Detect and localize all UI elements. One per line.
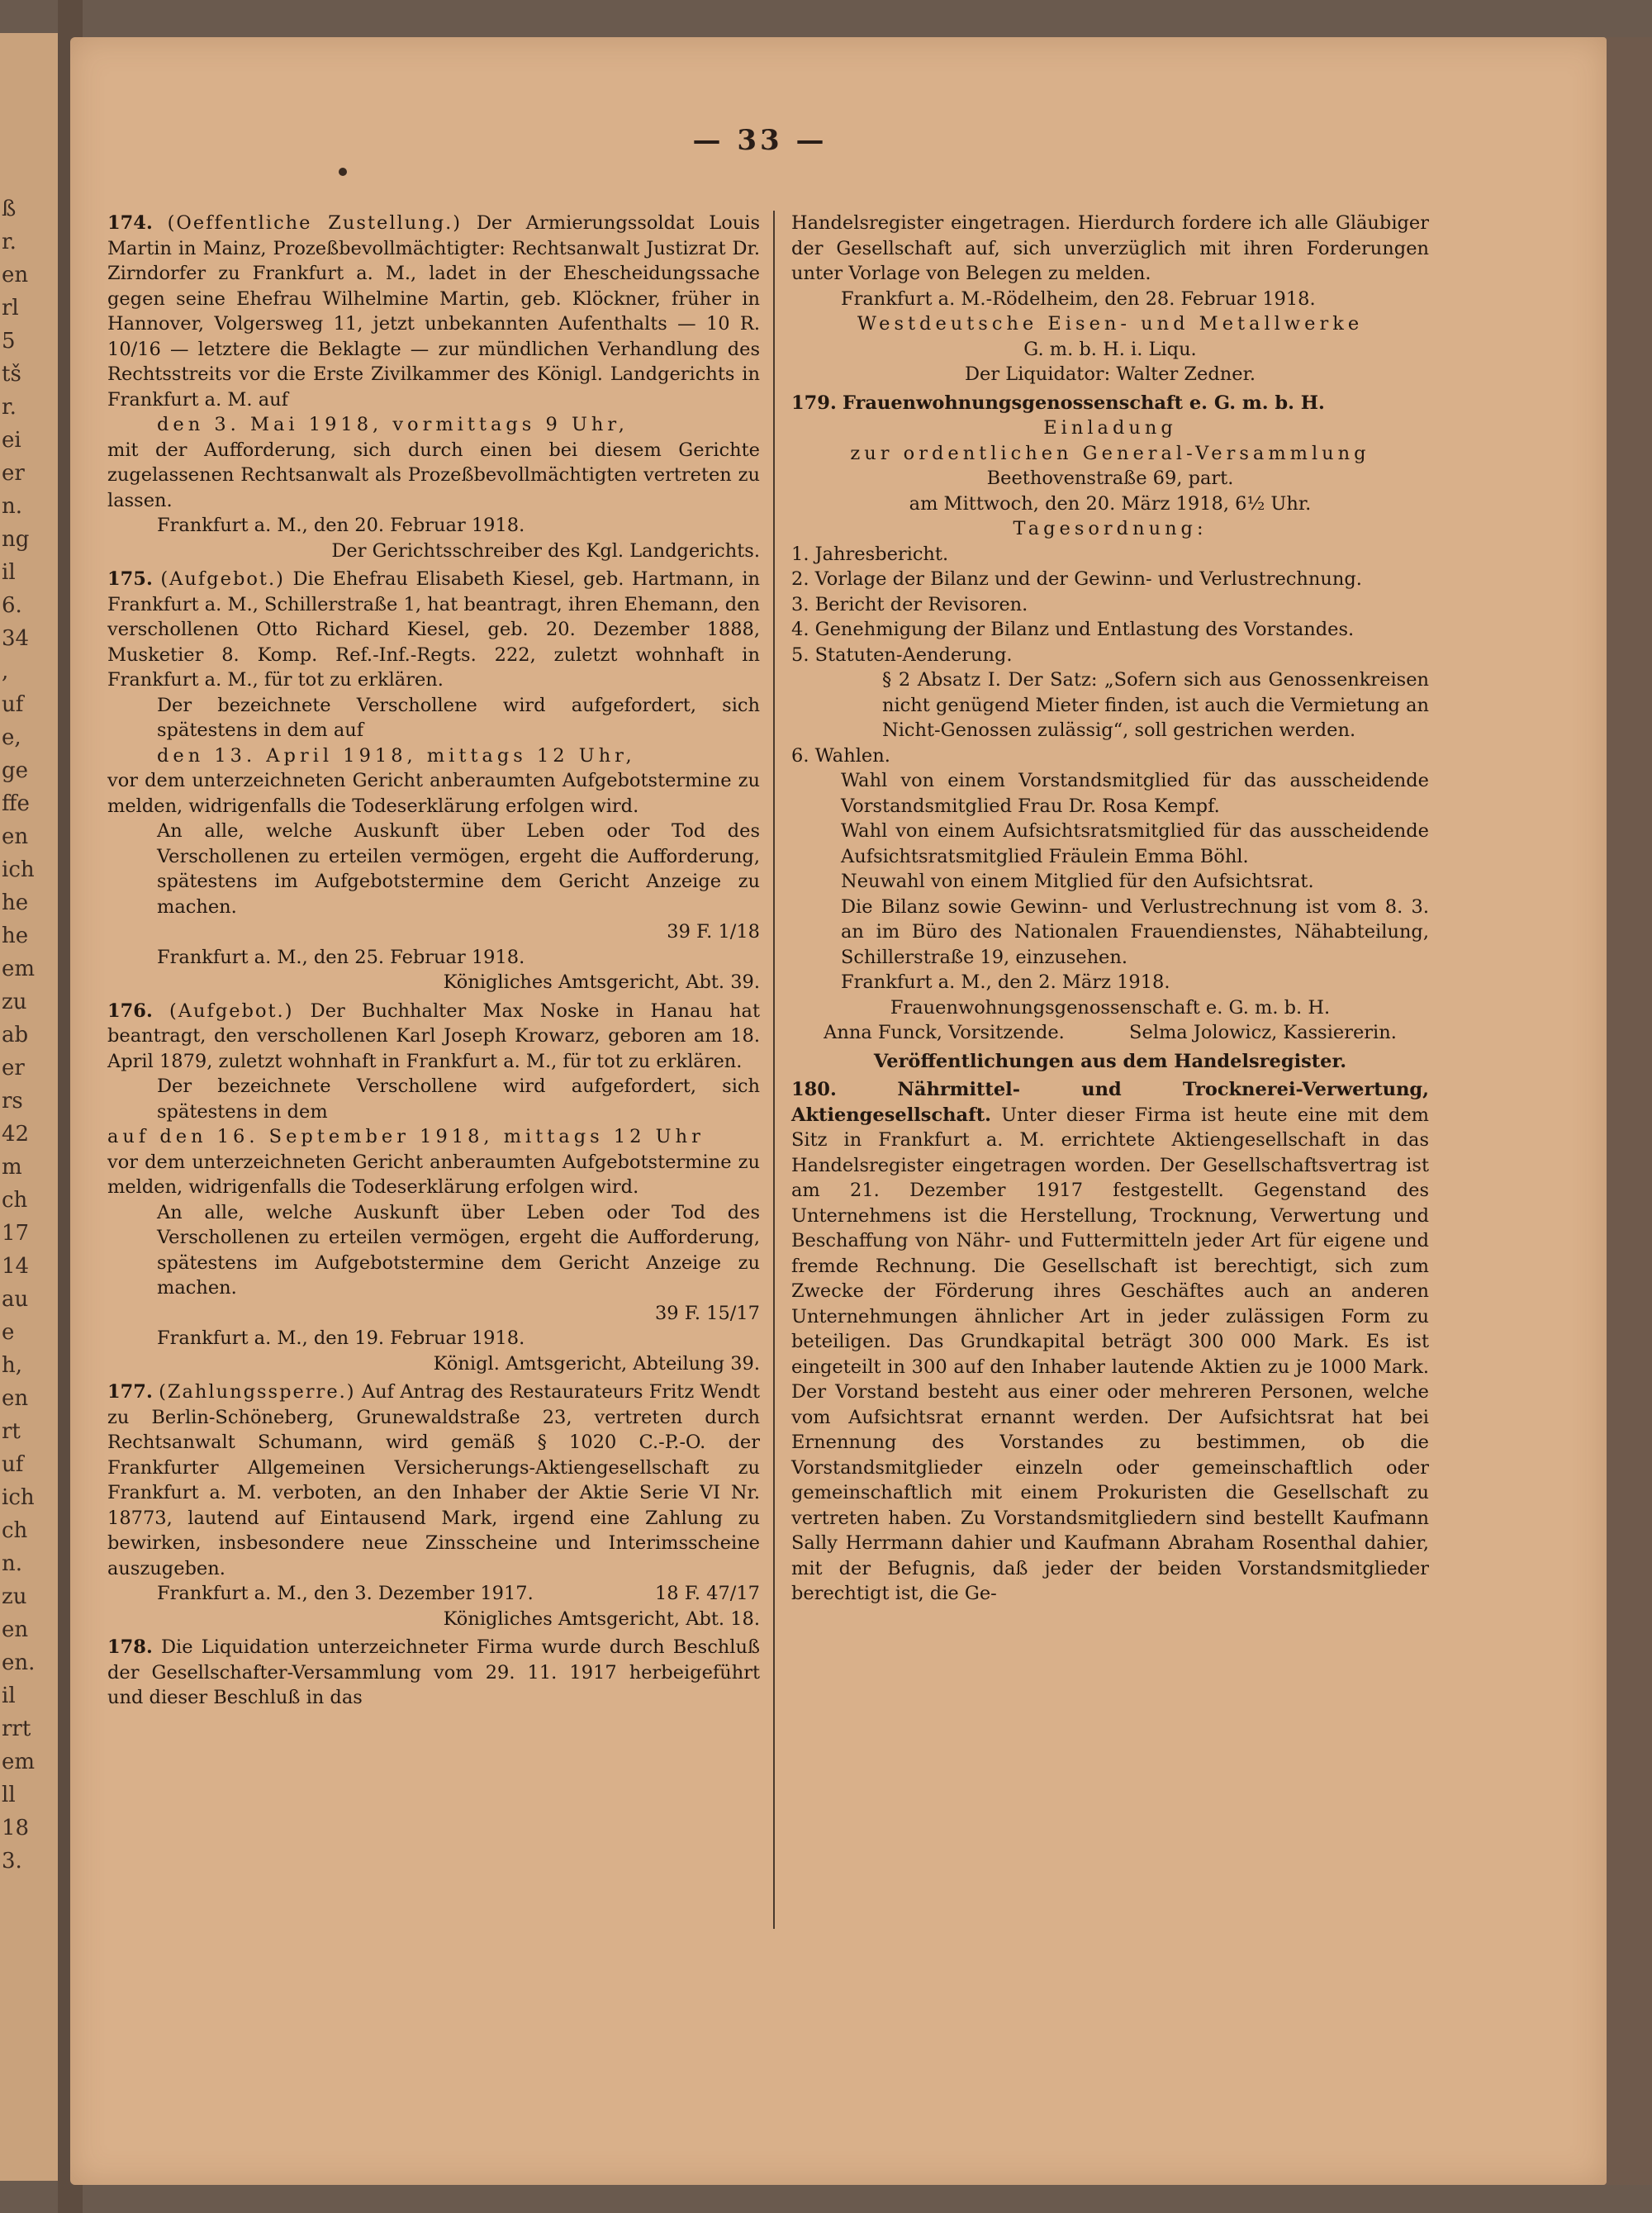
election-item: Wahl von einem Aufsichtsratsmitglied für das ausscheidende Aufsichtsratsmitglied Fräulein Emma Böhl. — [841, 820, 1429, 867]
left-page-fragment: uf — [2, 692, 24, 717]
left-page-fragment: ll — [2, 1783, 16, 1807]
agenda-title: Tagesordnung: — [1013, 518, 1208, 539]
entry-number: 179. — [791, 392, 837, 414]
agenda-item: 5. Statuten-Aenderung. — [791, 643, 1013, 666]
left-page-fragment: 34 — [2, 626, 30, 651]
entry-heading: (Aufgebot.) — [169, 1000, 294, 1022]
left-page-fragment: , — [2, 659, 9, 684]
entry-179 — [791, 391, 1429, 1046]
entry-place-date: Frankfurt a. M., den 2. März 1918. — [841, 971, 1170, 993]
entry-text: vor dem unterzeichneten Gericht anberaumten Aufgebotstermine zu melden, widrigenfalls die Todeserklärung erfolgen wird. — [107, 1151, 760, 1198]
left-page-fragment: il — [2, 1683, 16, 1708]
left-page-fragment: rt — [2, 1419, 21, 1444]
left-page-fragment: r. — [2, 395, 17, 420]
agenda-item: 2. Vorlage der Bilanz und der Gewinn- und Verlustrechnung. — [791, 568, 1362, 590]
entry-text: Die Liquidation unterzeichneter Firma wurde durch Beschluß der Gesellschafter-Versammlung vom 29. 11. 1917 herbeigeführt und dieser Beschluß in das — [107, 1636, 760, 1708]
left-page-fragment: 18 — [2, 1816, 30, 1840]
left-page-fragment: ß — [2, 197, 17, 221]
left-page-fragment: e, — [2, 725, 21, 750]
agenda-paragraph: § 2 Absatz I. Der Satz: „Sofern sich aus Genossenkreisen nicht genügend Mieter finden, ist auch die Vermietung an Nicht-Genossen zulässig“, soll gestrichen werden. — [882, 669, 1430, 741]
agenda-item: 6. Wahlen. — [791, 744, 890, 767]
print-dot — [339, 168, 347, 176]
entry-text: vor dem unterzeichneten Gericht anberaumten Aufgebotstermine zu melden, widrigenfalls die Todeserklärung erfolgen wird. — [107, 770, 760, 817]
company-name: Westdeutsche Eisen- und Metallwerke — [857, 313, 1364, 335]
left-page-fragment: n. — [2, 494, 23, 519]
left-page-fragment: en — [2, 824, 29, 849]
entry-text: Die Bilanz sowie Gewinn- und Verlustrechnung ist vom 8. 3. an im Büro des Nationalen Frauendienstes, Nähabteilung, Schillerstraße 19, einzusehen. — [841, 895, 1429, 968]
meeting-time: am Mittwoch, den 20. März 1918, 6½ Uhr. — [909, 492, 1312, 515]
entry-text: Der Armierungssoldat Louis Martin in Mainz, Prozeßbevollmächtigter: Rechtsanwalt Justizrat Dr. Zirndorfer zu Frankfurt a. M., ladet in der Ehescheidungssache gegen seine Ehefrau Wilhelmine Martin, geb. Klöckner, früher in Hannover, Volgersweg 11, jetzt unbekannten Aufenthalts — 10 R. 10/16 — letztere die Beklagte — zur mündlichen Verhandlung des Rechtsstreits vor die Erste Zivilkammer des Königl. Landgerichts in Frankfurt a. M. auf — [107, 212, 761, 411]
page-number: — 33 — — [692, 124, 828, 157]
entry-place-date: Frankfurt a. M., den 20. Februar 1918. — [157, 515, 525, 536]
left-page-fragment: en — [2, 263, 29, 287]
entry-heading: (Aufgebot.) — [160, 568, 285, 590]
left-page-fragment: er — [2, 1056, 25, 1080]
left-page-fragment: h, — [2, 1353, 23, 1378]
entry-number: 176. — [107, 1000, 153, 1022]
entry-reference: 39 F. 15/17 — [654, 1302, 760, 1324]
entry-signature: Der Gerichtsschreiber des Kgl. Landgerichts. — [331, 539, 760, 562]
left-page-fragment: tš — [2, 362, 21, 387]
entry-signature: Königl. Amtsgericht, Abteilung 39. — [433, 1352, 760, 1375]
left-page-fragment: m — [2, 1155, 22, 1180]
entry-number: 174. — [107, 212, 153, 234]
left-page-fragment: ab — [2, 1023, 29, 1047]
entry-reference: 39 F. 1/18 — [667, 921, 760, 943]
left-page-fragment: 14 — [2, 1254, 30, 1279]
left-page-fragment: ch — [2, 1518, 28, 1543]
left-page-fragment: ffe — [2, 791, 30, 816]
entry-reference: 18 F. 47/17 — [654, 1583, 760, 1604]
entry-176 — [107, 999, 760, 1377]
signature-treasurer: Selma Jolowicz, Kassiererin. — [1129, 1022, 1397, 1043]
entry-number: 180. — [791, 1079, 837, 1100]
left-page-edge — [0, 33, 59, 2181]
left-page-fragment: rrt — [2, 1717, 31, 1741]
left-page-fragment: il — [2, 560, 16, 585]
left-page-fragment: ch — [2, 1188, 28, 1213]
agenda-item: 1. Jahresbericht. — [791, 543, 949, 565]
signature-organization: Frauenwohnungsgenossenschaft e. G. m. b. H. — [890, 996, 1331, 1019]
entry-text: An alle, welche Auskunft über Leben oder Tod des Verschollenen zu erteilen vermögen, ergeht die Aufforderung, spätestens im Aufgebotstermine dem Gericht Anzeige zu machen. — [157, 820, 760, 918]
section-heading: Veröffentlichungen aus dem Handelsregister. — [873, 1050, 1347, 1072]
entry-date: den 13. April 1918, mittags 12 Uhr, — [157, 744, 636, 767]
book-binding — [1602, 37, 1652, 2185]
left-page-fragment: uf — [2, 1452, 24, 1477]
left-page-fragment: n. — [2, 1551, 23, 1576]
entry-signature: Königliches Amtsgericht, Abt. 18. — [443, 1608, 760, 1630]
left-page-fragment: zu — [2, 1584, 27, 1609]
left-page-fragment: e — [2, 1320, 15, 1345]
entry-place-date: Frankfurt a. M., den 3. Dezember 1917. — [157, 1583, 534, 1604]
entry-date: den 3. Mai 1918, vormittags 9 Uhr, — [157, 414, 629, 435]
invitation-subtitle: zur ordentlichen General-Versammlung — [850, 442, 1370, 464]
left-page-fragment: ich — [2, 1485, 35, 1510]
entry-number: 178. — [107, 1636, 153, 1658]
entry-text: Der bezeichnete Verschollene wird aufgefordert, sich spätestens in dem — [157, 1076, 760, 1123]
meeting-address: Beethovenstraße 69, part. — [986, 468, 1234, 489]
left-page-fragment: er — [2, 461, 25, 486]
entry-text: Die Ehefrau Elisabeth Kiesel, geb. Hartmann, in Frankfurt a. M., Schillerstraße 1, hat beantragt, ihren Ehemann, den verschollenen Otto Richard Kiesel, geb. 20. Dezember 1888, Musketier 8. Komp. Ref.-Inf.-Regts. 222, zuletzt wohnhaft in Frankfurt a. M., für tot zu erklären. — [107, 568, 761, 691]
left-page-fragment: ng — [2, 527, 30, 552]
right-column — [791, 211, 1429, 1610]
entry-text: Unter dieser Firma ist heute eine mit dem Sitz in Frankfurt a. M. errichtete Aktiengesellschaft in das Handelsregister eingetragen worden. Der Gesellschaftsvertrag ist am 21. Dezember 1917 festgestellt. Gegenstand des Unternehmens ist die Herstellung, Trocknung, Verwertung und Beschaffung von Nähr- und Futtermitteln jeder Art für eigene und fremde Rechnung. Die Gesellschaft ist berechtigt, sich zum Zwecke der Förderung ihres Geschäftes auch an anderen Unternehmungen ähnlicher Art in jeder zulässigen Form zu beteiligen. Das Grundkapital beträgt 300 000 Mark. Es ist eingeteilt in 300 auf den Inhaber lautende Aktien zu je 1000 Mark. Der Vorstand besteht aus einer oder mehreren Personen, welche vom Aufsichtsrat ernannt werden. Der Aufsichtsrat hat bei Ernennung des Vorstandes zu bestimmen, ob die Vorstandsmitglieder einzeln oder gemeinschaftlich oder gemeinschaftlich mit einem Prokuristen die Gesellschaft zu vertreten haben. Zu Vorstandsmitgliedern sind bestellt Kaufmann Sally Herrmann dahier und Kaufmann Abraham Rosenthal dahier, mit der Befugnis, daß jeder der beiden Vorstandsmitglieder berechtigt ist, die Ge- — [791, 1104, 1429, 1604]
left-page-fragment: em — [2, 1750, 36, 1774]
left-page-fragment: en — [2, 1617, 29, 1642]
left-page-fragment: r. — [2, 230, 17, 254]
left-page-fragment: 5 — [2, 329, 16, 354]
left-page-fragment: rs — [2, 1089, 23, 1114]
left-page-fragment: au — [2, 1287, 29, 1312]
left-page-fragment: 42 — [2, 1122, 30, 1147]
entry-number: 175. — [107, 568, 153, 590]
left-page-fragment: zu — [2, 990, 27, 1014]
entry-180 — [791, 1077, 1429, 1607]
entry-place-date: Frankfurt a. M.-Rödelheim, den 28. Februar 1918. — [841, 287, 1316, 310]
entry-text: Auf Antrag des Restaurateurs Fritz Wendt zu Berlin-Schöneberg, Grunewaldstraße 23, vertreten durch Rechtsanwalt Schumann, wird gemäß § 1020 C.-P.-O. der Frankfurter Allgemeinen Versicherungs-Aktiengesellschaft zu Frankfurt a. M. verboten, an den Inhaber der Aktie Serie VI Nr. 18773, lautend auf Eintausend Mark, irgend eine Zahlung zu bewirken, insbesondere neue Zinsscheine und Interimsscheine auszugeben. — [107, 1381, 760, 1579]
entry-178-continued — [791, 211, 1429, 387]
entry-text: An alle, welche Auskunft über Leben oder Tod des Verschollenen zu erteilen vermögen, ergeht die Aufforderung, spätestens im Aufgebotstermine dem Gericht Anzeige zu machen. — [157, 1201, 760, 1299]
left-page-fragment: rl — [2, 296, 19, 321]
entry-place-date: Frankfurt a. M., den 25. Februar 1918. — [157, 946, 525, 968]
company-suffix: G. m. b. H. i. Liqu. — [1023, 338, 1197, 360]
agenda-list — [791, 542, 1429, 668]
entry-178 — [107, 1635, 760, 1711]
left-page-fragment: en. — [2, 1650, 36, 1675]
entry-number: 177. — [107, 1381, 153, 1403]
entry-signature: Der Liquidator: Walter Zedner. — [964, 363, 1256, 385]
left-page-fragment: ge — [2, 758, 29, 783]
entry-signature: Königliches Amtsgericht, Abt. 39. — [443, 971, 760, 993]
entry-heading: Frauenwohnungsgenossenschaft e. G. m. b. H. — [842, 392, 1325, 414]
left-page-fragment: ich — [2, 857, 35, 882]
entry-heading: Nährmittel- und Trocknerei-Verwertung, Aktiengesellschaft. — [791, 1079, 1429, 1126]
left-page-fragment: en — [2, 1386, 29, 1411]
entry-text: Handelsregister eingetragen. Hierdurch fordere ich alle Gläubiger der Gesellschaft auf, sich unverzüglich mit ihren Forderungen unter Vorlage von Belegen zu melden. — [791, 212, 1429, 284]
left-page-fragment: 3. — [2, 1849, 22, 1873]
signature-chair: Anna Funck, Vorsitzende. — [824, 1022, 1065, 1043]
entry-heading: (Zahlungssperre.) — [159, 1381, 356, 1403]
entry-text: mit der Aufforderung, sich durch einen bei diesem Gerichte zugelassenen Rechtsanwalt als Prozeßbevollmächtigten vertreten zu lassen. — [107, 439, 760, 511]
election-item: Wahl von einem Vorstandsmitglied für das ausscheidende Vorstandsmitglied Frau Dr. Rosa Kempf. — [841, 770, 1429, 817]
invitation-title: Einladung — [1043, 417, 1177, 439]
agenda-item: 3. Bericht der Revisoren. — [791, 593, 1028, 615]
entry-text: Der bezeichnete Verschollene wird aufgefordert, sich spätestens in dem auf — [157, 694, 760, 741]
entry-175 — [107, 567, 760, 995]
election-item: Neuwahl von einem Mitglied für den Aufsichtsrat. — [841, 871, 1314, 892]
left-page-fragment: 17 — [2, 1221, 30, 1246]
entry-date: auf den 16. September 1918, mittags 12 Uhr — [107, 1126, 705, 1147]
left-page-fragment: 6. — [2, 593, 22, 618]
left-page-fragment: ei — [2, 428, 21, 453]
entry-174 — [107, 211, 760, 563]
left-page-fragment: em — [2, 957, 36, 981]
left-page-fragment: he — [2, 924, 29, 948]
left-page-fragment: he — [2, 890, 29, 915]
entry-place-date: Frankfurt a. M., den 19. Februar 1918. — [157, 1327, 525, 1349]
entry-text: Der Buchhalter Max Noske in Hanau hat beantragt, den verschollenen Karl Joseph Krowarz, geboren am 18. April 1879, zuletzt wohnhaft in Frankfurt a. M., für tot zu erklären. — [107, 1000, 761, 1072]
column-divider — [773, 211, 775, 1929]
agenda-item: 4. Genehmigung der Bilanz und Entlastung des Vorstandes. — [791, 619, 1355, 640]
entry-177 — [107, 1380, 760, 1631]
left-column — [107, 211, 760, 1714]
entry-heading: (Oeffentliche Zustellung.) — [167, 212, 463, 234]
